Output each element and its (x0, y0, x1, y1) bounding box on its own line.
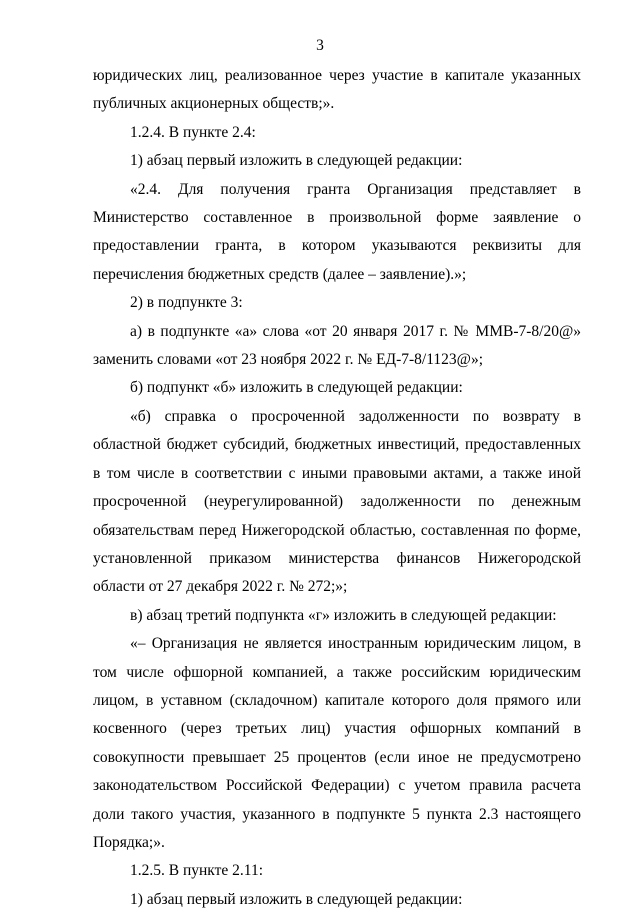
paragraph-quote-b: «б) справка о просроченной задолженности по возврату в областной бюджет субсидий, бюджетных инвестиций, предоставленных в том числе в соответствии с иными правовыми актами, а также иной просроченной (неурегулированной) задолженности по денежным обязательствам перед Нижегородской областью, составленная по форме, установленной приказом министерства финансов Нижегородской области от 27 декабря 2022 г. № 272;»; (93, 407, 581, 596)
paragraph-clause-1-2-4: 1.2.4. В пункте 2.4: (130, 123, 256, 141)
paragraph-item-1-last: 1) абзац первый изложить в следующей редакции: (130, 890, 463, 908)
paragraph-clause-1-2-5: 1.2.5. В пункте 2.11: (130, 862, 264, 880)
paragraph-quote-2-4: «2.4. Для получения гранта Организация представляет в Министерство составленное в произвольной форме заявление о предоставлении гранта, в котором указываются реквизиты для перечисления бюджетных средств (далее – заявление).»; (93, 180, 581, 283)
paragraph-item-2: 2) в подпункте 3: (130, 294, 243, 312)
document-body (93, 62, 581, 914)
paragraph-subitem-a: а) в подпункте «а» слова «от 20 января 2017 г. № ММВ-7-8/20@» заменить словами «от 23 ноября 2022 г. № ЕД-7-8/1123@»; (93, 322, 581, 369)
paragraph-item-1: 1) абзац первый изложить в следующей редакции: (130, 152, 463, 170)
paragraph-continuation: юридических лиц, реализованное через участие в капитале указанных публичных акционерных обществ;». (93, 67, 581, 113)
paragraph-subitem-b: б) подпункт «б» изложить в следующей редакции: (130, 379, 463, 397)
paragraph-quote-g: «– Организация не является иностранным юридическим лицом, в том числе офшорной компанией, а также российским юридическим лицом, в уставном (складочном) капитале которого доля прямого или косвенного (через третьих лиц) участия офшорных компаний в совокупности превышает 25 процентов (если иное не предусмотрено законодательством Российской Федерации) с учетом правила расчета доли такого участия, указанного в подпункте 5 пункта 2.3 настоящего Порядка;». (93, 635, 581, 851)
page-number: 3 (316, 37, 324, 54)
paragraph-subitem-v: в) абзац третий подпункта «г» изложить в следующей редакции: (130, 606, 557, 624)
